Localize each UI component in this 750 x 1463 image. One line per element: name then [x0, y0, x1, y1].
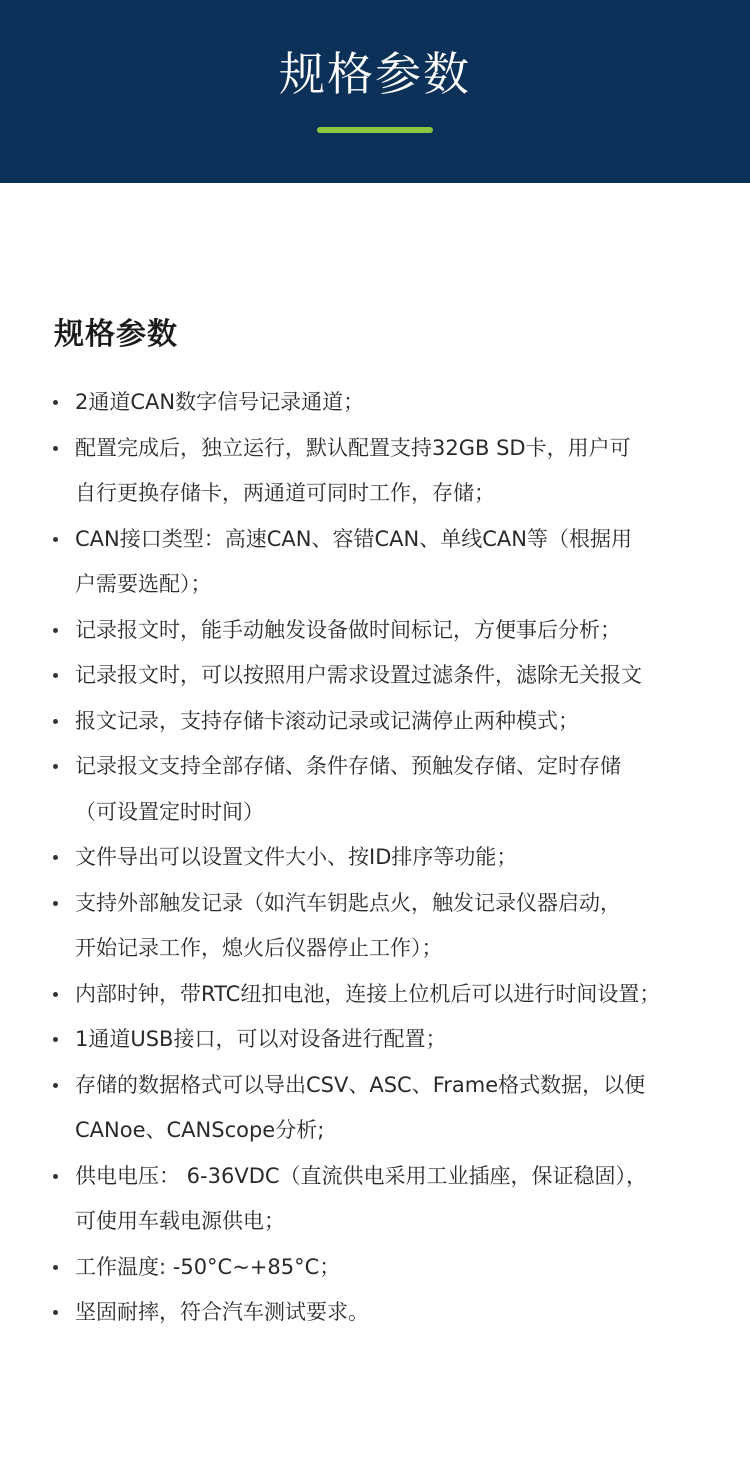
- spec-item: [48, 881, 738, 972]
- spec-text: 存储的数据格式可以导出CSV、ASC、Frame格式数据，以便 CANoe、CANScope分析;: [75, 1072, 646, 1142]
- spec-item: [48, 1154, 738, 1245]
- spec-text: CAN接口类型：高速CAN、容错CAN、单线CAN等（根据用 户需要选配）；: [75, 526, 632, 596]
- bullet-dot-icon: [53, 719, 58, 724]
- spec-item: [48, 835, 738, 881]
- spec-item: [48, 744, 738, 835]
- bullet-dot-icon: [53, 1310, 58, 1315]
- spec-item: [48, 699, 738, 745]
- bullet-dot-icon: [53, 537, 58, 542]
- spec-item: [48, 517, 738, 608]
- spec-item: [48, 1245, 738, 1291]
- bullet-dot-icon: [53, 855, 58, 860]
- spec-item: [48, 426, 738, 517]
- spec-text: 工作温度: -50°C~+85°C；: [75, 1254, 341, 1279]
- bullet-dot-icon: [53, 628, 58, 633]
- spec-item: [48, 1017, 738, 1063]
- spec-text: 坚固耐摔，符合汽车测试要求。: [75, 1300, 369, 1324]
- bullet-dot-icon: [53, 446, 58, 451]
- spec-text: 2通道CAN数字信号记录通道；: [75, 390, 365, 414]
- spec-text: 1通道USB接口，可以对设备进行配置；: [75, 1027, 447, 1051]
- section-title: 规格参数: [54, 317, 178, 352]
- bullet-dot-icon: [53, 901, 58, 906]
- spec-text: 内部时钟，带RTC纽扣电池，连接上位机后可以进行时间设置；: [75, 981, 661, 1006]
- bullet-dot-icon: [53, 673, 58, 678]
- spec-text: 供电电压： 6-36VDC（直流供电采用工业插座，保证稳固）， 可使用车载电源供电；: [75, 1163, 648, 1233]
- bullet-dot-icon: [53, 1265, 58, 1270]
- spec-text: 文件导出可以设置文件大小、按ID排序等功能；: [75, 845, 518, 869]
- bullet-dot-icon: [53, 992, 58, 997]
- spec-item: [48, 1290, 738, 1336]
- page-header: [0, 0, 750, 183]
- spec-text: 支持外部触发记录（如汽车钥匙点火，触发记录仪器启动， 开始记录工作，熄火后仪器停止工作）；: [75, 890, 621, 960]
- spec-text: 记录报文时，能手动触发设备做时间标记，方便事后分析；: [75, 617, 621, 642]
- header-title: 规格参数: [279, 47, 471, 101]
- header-accent-underline: [317, 127, 433, 133]
- spec-item: [48, 1063, 738, 1154]
- spec-item: [48, 972, 738, 1018]
- spec-text: 记录报文支持全部存储、条件存储、预触发存储、定时存储 （可设置定时时间）: [75, 754, 621, 824]
- bullet-dot-icon: [53, 400, 58, 405]
- spec-list: [48, 380, 738, 1336]
- spec-text: 记录报文时，可以按照用户需求设置过滤条件，滤除无关报文: [75, 663, 642, 687]
- spec-text: 报文记录，支持存储卡滚动记录或记满停止两种模式；: [75, 708, 579, 733]
- spec-item: [48, 380, 738, 426]
- bullet-dot-icon: [53, 1174, 58, 1179]
- bullet-dot-icon: [53, 1083, 58, 1088]
- spec-text: 配置完成后，独立运行，默认配置支持32GB SD卡，用户可 自行更换存储卡，两通道可同时工作，存储；: [75, 435, 631, 505]
- bullet-dot-icon: [53, 764, 58, 769]
- spec-item: [48, 608, 738, 654]
- bullet-dot-icon: [53, 1037, 58, 1042]
- spec-item: [48, 653, 738, 699]
